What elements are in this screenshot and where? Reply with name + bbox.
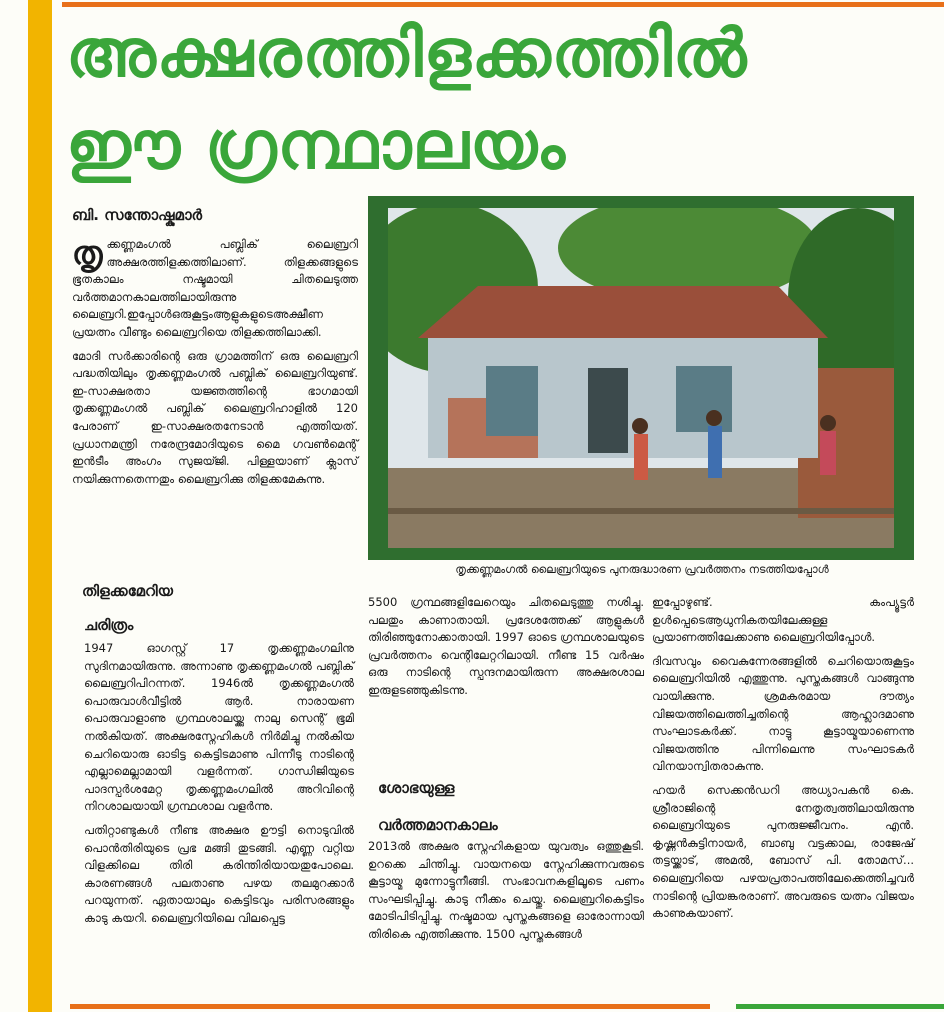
column-1 <box>84 640 354 934</box>
section1-heading-1: തിളക്കമേറിയ <box>82 582 173 600</box>
headline-line-2: ഈ ഗ്രന്ഥാലയം <box>66 107 566 184</box>
dropcap: തൃ <box>72 234 103 272</box>
column-3 <box>652 594 914 929</box>
library-building-photo <box>368 196 914 560</box>
bottom-rule <box>70 1004 710 1009</box>
section1-heading-2: ചരിത്രം <box>84 616 134 634</box>
byline: ബി. സന്തോഷ്കുമാർ <box>72 206 203 224</box>
intro-column <box>72 236 358 494</box>
column-3-paragraph-3: ഹയർ സെക്കൻഡറി അധ്യാപകൻ കെ. ശ്രീരാജിന്റെ നേതൃത്വത്തിലായിരുന്നു ലൈബ്രറിയുടെ പുനരുജ്ജീവനം. എൻ. കൃഷ്ണൻകുട്ടിനായർ, ബാബു വട്ടക്കാല, രാജേഷ് തട്ടയ്ക്കാട്, അമൽ, ബോസ് പി. തോമസ്... ലൈബ്രറിയെ പഴയപ്രതാപത്തിലേക്കെത്തിച്ചവർ നാടിന്റെ പ്രിയങ്കരരാണ്. അവരുടെ യത്നം വിജയം കാണുകയാണ്. <box>652 782 914 921</box>
headline-line-1: അക്ഷരത്തിളക്കത്തിൽ <box>66 15 748 92</box>
column-3-paragraph-2: ദിവസവും വൈകുന്നേരങ്ങളിൽ ചെറിയൊരുകൂട്ടം ലൈബ്രറിയിൽ എത്തുന്നു. പുസ്തകങ്ങൾ വാങ്ങുന്നു വായിക്കുന്നു. ശ്രമകരമായ ദൗത്യം വിജയത്തിലെത്തിച്ചതിന്റെ ആഹ്ലാദമാണു സംഘാടകർക്ക്. നാട്ടു കൂട്ടായ്മയാണെന്നു വിജയത്തിനു പിന്നിലെന്നു സംഘാടകർ വിനയാന്വിതരാകുന്നു. <box>652 653 914 774</box>
photo-illustration <box>388 208 894 548</box>
photo-caption: തൃക്കണ്ണമംഗൽ ലൈബ്രറിയുടെ പുനരുദ്ധാരണ പ്രവർത്തനം നടത്തിയപ്പോൾ <box>455 563 829 576</box>
section2-heading-2: വർത്തമാനകാലം <box>378 816 498 834</box>
column-1-paragraph-2: പതിറ്റാണ്ടുകൾ നീണ്ട അക്ഷര ഊട്ടി നൊടുവിൽ പൊൻതിരിയുടെ പ്രഭ മങ്ങി തുടങ്ങി. എണ്ണ വറ്റിയ വിളക്കിലെ തിരി കരിന്തിരിയായതുപോലെ. കാരണങ്ങൾ പലതാണു പഴയ തലമുറക്കാർ പറയുന്നത്. ഏതായാലും കെട്ടിടവും പരിസരങ്ങളും കാടു കയറി. ലൈബ്രറിയിലെ വിലപ്പെട്ട <box>84 822 354 925</box>
column-2-lower <box>368 838 644 950</box>
intro-paragraph-2: മോദി സർക്കാരിന്റെ ഒരു ഗ്രാമത്തിന് ഒരു ലൈബ്രറി പദ്ധതിയിലും തൃക്കണ്ണമംഗൽ പബ്ലിക് ലൈബ്രറിയുണ്ട്. ഇ-സാക്ഷരതാ യജ്ഞത്തിന്റെ ഭാഗമായി തൃക്കണ്ണമംഗൽ പബ്ലിക് ലൈബ്രറിഹാളിൽ 120 പേരാണ് ഇ-സാക്ഷരതനേടാൻ എത്തിയത്. പ്രധാനമന്ത്രി നരേന്ദ്രമോദിയുടെ മൈ ഗവൺമെന്റ് ഇൻടീം അംഗം സുജയ്ജി. പിള്ളയാണ് ക്ലാസ് നയിക്കുന്നതെന്നതും ലൈബ്രറിക്കു തിളക്കമേകുന്നു. <box>72 348 358 486</box>
bottom-rule-green <box>736 1004 944 1009</box>
left-accent-bar <box>28 0 52 1012</box>
intro-text-1: ക്കണ്ണമംഗൽ പബ്ലിക് ലൈബ്രറി അക്ഷരത്തിളക്കത്തിലാണ്. തിളക്കങ്ങളുടെ ഭൂതകാലം നഷ്ടമായി ചിതലെടുത്ത വർത്തമാനകാലത്തിലായിരുന്നു ലൈബ്രറി.ഇപ്പോൾഒരുകൂട്ടംആളുകളുടെഅക്ഷീണ പ്രയത്നം വീണ്ടും ലൈബ്രറിയെ തിളക്കത്തിലാക്കി. <box>72 237 358 339</box>
column-2-paragraph-2: 2013ൽ അക്ഷര സ്നേഹികളായ യുവത്വം ഒത്തുകൂടി. ഉറക്കെ ചിന്തിച്ചു. വായനയെ സ്നേഹിക്കുന്നവരുടെ കൂട്ടായ്മ മുന്നോട്ടുനീങ്ങി. സംഭാവനകളിലൂടെ പണം സംഘടിപ്പിച്ചു. കാടു നീക്കം ചെയ്തു. ലൈബ്രറികെട്ടിടം മോടിപിടിപ്പിച്ചു. നഷ്ടമായ പുസ്തകങ്ങളെ ഓരോന്നായി തിരികെ എത്തിക്കുന്നു. 1500 പുസ്തകങ്ങൾ <box>368 839 644 941</box>
column-1-paragraph-1: 1947 ഓഗസ്റ്റ് 17 തൃക്കണ്ണമംഗലിനു സുദിനമായിരുന്നു. അന്നാണു തൃക്കണ്ണമംഗൽ പബ്ലിക് ലൈബ്രറിപിറന്നത്. 1946ൽ തൃക്കണ്ണമംഗൽ പൊരുവാൾവീട്ടിൽ ആർ. നാരായണ പൊരുവാളാണു ഗ്രന്ഥശാലയ്ക്കു നാലു സെന്റ് ഭൂമി നൽകിയത്. അക്ഷരസ്നേഹികൾ നിർമിച്ചു നൽകിയ ചെറിയൊരു ഓടിട്ട കെട്ടിടമാണു പിന്നീടു നാടിന്റെ എല്ലാമെല്ലാമായി വളർന്നത്. ഗാന്ധിജിയുടെ പാദസ്പർശമേറ്റ തൃക്കണ്ണമംഗലിൽ അറിവിന്റെ നിറശാലയായി ഗ്രന്ഥശാല വളർന്നു. <box>84 641 354 814</box>
intro-paragraph-1 <box>72 236 358 342</box>
column-2-paragraph-1: 5500 ഗ്രന്ഥങ്ങളിലേറെയും ചിതലെടുത്തു നശിച്ചു. പലതും കാണാതായി. പ്രദേശത്തേക്ക് ആളുകൾ തിരിഞ്ഞുനോക്കാതായി. 1997 ഓടെ ഗ്രന്ഥശാലയുടെ പ്രവർത്തനം വെന്റിലേറ്ററിലായി. നീണ്ട 15 വർഷം ഒരു നാടിന്റെ സ്പന്ദനമായിരുന്ന അക്ഷരശാല ഇരുളടഞ്ഞുകിടന്നു. <box>368 595 644 697</box>
section2-heading-1: ശോഭയുള്ള <box>378 779 455 797</box>
column-2 <box>368 594 644 706</box>
column-3-paragraph-1: ഇപ്പോഴുണ്ട്. കംപ്യൂട്ടർ ഉൾപ്പെടെആധുനികതയിലേക്കുള്ള പ്രയാണത്തിലേക്കാണു ലൈബ്രറിയിപ്പോൾ. <box>652 595 914 645</box>
